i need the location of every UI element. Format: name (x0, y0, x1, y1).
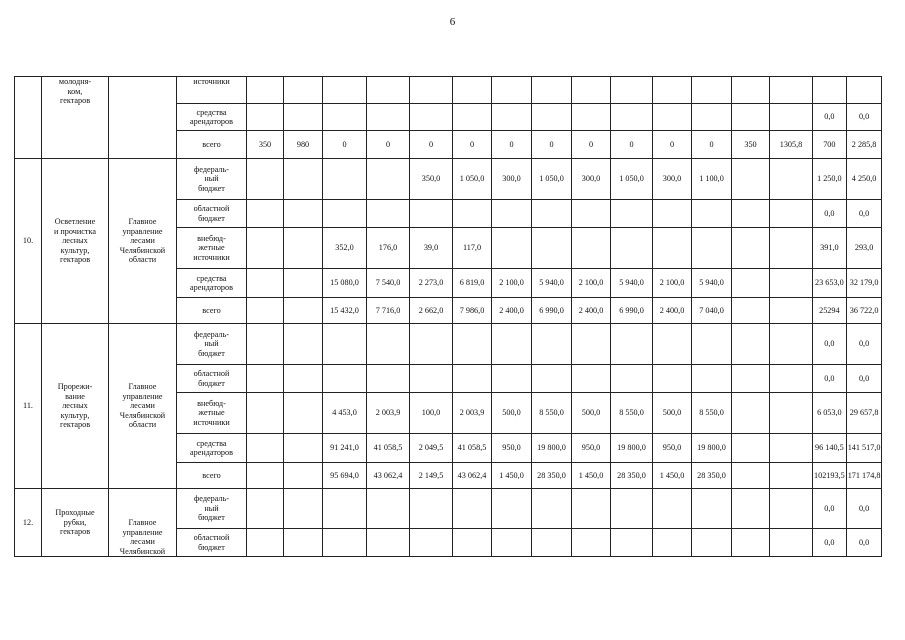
row-number (15, 77, 42, 159)
value-cell: 6 819,0 (453, 269, 492, 298)
value-cell: 350,0 (410, 159, 453, 200)
value-cell: 300,0 (653, 159, 692, 200)
value-cell: 0,0 (813, 200, 847, 228)
value-cell (453, 365, 492, 393)
value-cell: 0,0 (846, 200, 882, 228)
value-cell: 96 140,5 (813, 434, 847, 463)
value-cell (770, 269, 813, 298)
value-cell: 0 (410, 131, 453, 159)
value-cell (732, 200, 770, 228)
value-cell (770, 489, 813, 529)
value-cell (492, 489, 532, 529)
value-cell (611, 200, 653, 228)
value-cell (732, 393, 770, 434)
value-cell: 28 350,0 (532, 463, 572, 489)
value-cell (572, 365, 611, 393)
value-cell (653, 200, 692, 228)
value-cell: 350 (732, 131, 770, 159)
value-cell (532, 489, 572, 529)
value-cell: 2 100,0 (653, 269, 692, 298)
value-cell (572, 104, 611, 131)
value-cell: 43 062,4 (453, 463, 492, 489)
value-cell: 950,0 (492, 434, 532, 463)
value-cell (323, 324, 367, 365)
funding-source: областной бюджет (177, 200, 247, 228)
value-cell (770, 104, 813, 131)
value-cell: 2 285,8 (846, 131, 882, 159)
value-cell: 39,0 (410, 228, 453, 269)
value-cell: 43 062,4 (367, 463, 410, 489)
funding-source: средства арендаторов (177, 434, 247, 463)
value-cell: 1 050,0 (453, 159, 492, 200)
value-cell (732, 77, 770, 104)
value-cell (770, 463, 813, 489)
value-cell: 2 273,0 (410, 269, 453, 298)
responsible-org: Главное управление лесами Челябинской (109, 489, 177, 557)
value-cell (732, 529, 770, 557)
funding-source: внебюд- жетные источники (177, 228, 247, 269)
value-cell: 19 800,0 (611, 434, 653, 463)
value-cell (410, 200, 453, 228)
value-cell (247, 298, 284, 324)
value-cell: 0 (367, 131, 410, 159)
value-cell: 0 (453, 131, 492, 159)
value-cell (410, 104, 453, 131)
value-cell (770, 200, 813, 228)
value-cell (367, 324, 410, 365)
value-cell: 0 (572, 131, 611, 159)
value-cell (492, 200, 532, 228)
value-cell: 0 (653, 131, 692, 159)
table-row (15, 489, 882, 529)
value-cell: 2 049,5 (410, 434, 453, 463)
value-cell: 1 450,0 (492, 463, 532, 489)
value-cell (323, 104, 367, 131)
value-cell: 500,0 (653, 393, 692, 434)
value-cell (692, 200, 732, 228)
value-cell (367, 365, 410, 393)
value-cell: 2 149,5 (410, 463, 453, 489)
value-cell (611, 77, 653, 104)
value-cell: 0 (323, 131, 367, 159)
value-cell: 176,0 (367, 228, 410, 269)
value-cell: 91 241,0 (323, 434, 367, 463)
value-cell: 300,0 (492, 159, 532, 200)
value-cell: 19 800,0 (692, 434, 732, 463)
value-cell (732, 269, 770, 298)
value-cell (732, 365, 770, 393)
value-cell: 15 080,0 (323, 269, 367, 298)
value-cell (492, 228, 532, 269)
value-cell (692, 228, 732, 269)
value-cell (247, 529, 284, 557)
value-cell: 1 050,0 (532, 159, 572, 200)
value-cell (611, 324, 653, 365)
value-cell: 28 350,0 (692, 463, 732, 489)
value-cell (367, 200, 410, 228)
value-cell (770, 434, 813, 463)
value-cell: 500,0 (572, 393, 611, 434)
value-cell (572, 200, 611, 228)
value-cell: 1 100,0 (692, 159, 732, 200)
value-cell: 8 550,0 (611, 393, 653, 434)
value-cell (284, 200, 323, 228)
funding-source: средства арендаторов (177, 269, 247, 298)
value-cell (732, 463, 770, 489)
value-cell (770, 228, 813, 269)
value-cell (284, 159, 323, 200)
value-cell: 0,0 (813, 489, 847, 529)
value-cell (323, 489, 367, 529)
value-cell (453, 77, 492, 104)
value-cell: 95 694,0 (323, 463, 367, 489)
row-number: 11. (15, 324, 42, 489)
value-cell (611, 228, 653, 269)
program-table (14, 76, 882, 557)
value-cell: 100,0 (410, 393, 453, 434)
value-cell (653, 228, 692, 269)
value-cell: 5 940,0 (692, 269, 732, 298)
value-cell (532, 200, 572, 228)
value-cell (367, 77, 410, 104)
funding-source: всего (177, 298, 247, 324)
value-cell: 0,0 (813, 324, 847, 365)
value-cell: 7 716,0 (367, 298, 410, 324)
value-cell (692, 77, 732, 104)
value-cell: 0,0 (846, 104, 882, 131)
value-cell (284, 463, 323, 489)
value-cell (532, 365, 572, 393)
value-cell (247, 269, 284, 298)
value-cell: 0,0 (813, 104, 847, 131)
value-cell (572, 228, 611, 269)
value-cell: 352,0 (323, 228, 367, 269)
value-cell (532, 104, 572, 131)
value-cell (284, 324, 323, 365)
value-cell: 141 517,0 (846, 434, 882, 463)
value-cell (813, 77, 847, 104)
value-cell: 41 058,5 (367, 434, 410, 463)
value-cell: 0,0 (813, 365, 847, 393)
value-cell: 950,0 (653, 434, 692, 463)
value-cell: 700 (813, 131, 847, 159)
value-cell (247, 434, 284, 463)
value-cell: 0 (611, 131, 653, 159)
value-cell (247, 365, 284, 393)
value-cell: 6 053,0 (813, 393, 847, 434)
page-number: 6 (449, 16, 456, 28)
value-cell: 41 058,5 (453, 434, 492, 463)
value-cell: 6 990,0 (532, 298, 572, 324)
value-cell (453, 489, 492, 529)
value-cell (732, 489, 770, 529)
value-cell (453, 529, 492, 557)
value-cell (323, 200, 367, 228)
funding-source: областной бюджет (177, 365, 247, 393)
value-cell: 300,0 (572, 159, 611, 200)
value-cell (532, 77, 572, 104)
value-cell: 5 940,0 (532, 269, 572, 298)
value-cell: 7 986,0 (453, 298, 492, 324)
funding-source: федераль- ный бюджет (177, 159, 247, 200)
value-cell: 36 722,0 (846, 298, 882, 324)
value-cell: 350 (247, 131, 284, 159)
value-cell: 2 400,0 (653, 298, 692, 324)
value-cell (367, 529, 410, 557)
value-cell (284, 365, 323, 393)
responsible-org: Главное управление лесами Челябинской области (109, 159, 177, 324)
funding-source: всего (177, 131, 247, 159)
value-cell (247, 489, 284, 529)
value-cell: 2 400,0 (492, 298, 532, 324)
value-cell (247, 463, 284, 489)
value-cell: 25294 (813, 298, 847, 324)
value-cell (410, 324, 453, 365)
measure-name: Осветление и прочистка лесных культур, гектаров (42, 159, 109, 324)
value-cell: 7 540,0 (367, 269, 410, 298)
funding-source: источники (177, 77, 247, 104)
value-cell: 29 657,8 (846, 393, 882, 434)
value-cell (247, 159, 284, 200)
value-cell: 32 179,0 (846, 269, 882, 298)
value-cell (532, 529, 572, 557)
value-cell: 1305,8 (770, 131, 813, 159)
value-cell (410, 365, 453, 393)
responsible-org (109, 77, 177, 159)
value-cell (846, 77, 882, 104)
value-cell: 4 453,0 (323, 393, 367, 434)
funding-source: федераль- ный бюджет (177, 489, 247, 529)
value-cell (770, 298, 813, 324)
row-number: 10. (15, 159, 42, 324)
value-cell: 1 450,0 (653, 463, 692, 489)
value-cell: 28 350,0 (611, 463, 653, 489)
value-cell (611, 489, 653, 529)
value-cell (732, 434, 770, 463)
value-cell: 0,0 (846, 529, 882, 557)
value-cell: 5 940,0 (611, 269, 653, 298)
value-cell (732, 228, 770, 269)
value-cell (284, 489, 323, 529)
value-cell: 8 550,0 (692, 393, 732, 434)
value-cell (323, 159, 367, 200)
value-cell: 0,0 (846, 365, 882, 393)
value-cell: 1 450,0 (572, 463, 611, 489)
value-cell: 2 662,0 (410, 298, 453, 324)
value-cell: 8 550,0 (532, 393, 572, 434)
value-cell: 1 050,0 (611, 159, 653, 200)
value-cell (453, 104, 492, 131)
value-cell: 980 (284, 131, 323, 159)
value-cell: 171 174,8 (846, 463, 882, 489)
value-cell (410, 77, 453, 104)
value-cell (572, 77, 611, 104)
value-cell (770, 365, 813, 393)
value-cell (247, 324, 284, 365)
value-cell (453, 324, 492, 365)
value-cell (611, 104, 653, 131)
value-cell: 0,0 (846, 324, 882, 365)
value-cell (653, 529, 692, 557)
value-cell: 6 990,0 (611, 298, 653, 324)
value-cell (367, 104, 410, 131)
value-cell: 950,0 (572, 434, 611, 463)
value-cell: 0 (532, 131, 572, 159)
value-cell: 0 (692, 131, 732, 159)
value-cell: 2 100,0 (572, 269, 611, 298)
value-cell (284, 228, 323, 269)
value-cell (572, 529, 611, 557)
value-cell: 391,0 (813, 228, 847, 269)
value-cell (532, 228, 572, 269)
value-cell (653, 365, 692, 393)
value-cell: 2 400,0 (572, 298, 611, 324)
value-cell (770, 324, 813, 365)
value-cell: 0,0 (813, 529, 847, 557)
value-cell (611, 529, 653, 557)
value-cell (692, 104, 732, 131)
value-cell (247, 200, 284, 228)
value-cell (492, 104, 532, 131)
value-cell (492, 365, 532, 393)
funding-source: внебюд- жетные источники (177, 393, 247, 434)
funding-source: областной бюджет (177, 529, 247, 557)
value-cell (247, 104, 284, 131)
value-cell: 2 100,0 (492, 269, 532, 298)
value-cell (611, 365, 653, 393)
value-cell (284, 104, 323, 131)
value-cell (247, 393, 284, 434)
value-cell: 102193,5 (813, 463, 847, 489)
measure-name: молодня- ком, гектаров (42, 77, 109, 159)
value-cell (770, 159, 813, 200)
value-cell (453, 200, 492, 228)
value-cell (532, 324, 572, 365)
value-cell (492, 529, 532, 557)
value-cell (410, 489, 453, 529)
value-cell (323, 77, 367, 104)
value-cell (770, 529, 813, 557)
value-cell: 15 432,0 (323, 298, 367, 324)
value-cell (732, 324, 770, 365)
table-row (15, 159, 882, 200)
value-cell (247, 228, 284, 269)
value-cell: 1 250,0 (813, 159, 847, 200)
value-cell (284, 77, 323, 104)
value-cell (770, 77, 813, 104)
table-row (15, 324, 882, 365)
responsible-org: Главное управление лесами Челябинской области (109, 324, 177, 489)
value-cell (732, 104, 770, 131)
value-cell (323, 365, 367, 393)
value-cell (732, 298, 770, 324)
value-cell (572, 489, 611, 529)
value-cell (770, 393, 813, 434)
value-cell (572, 324, 611, 365)
value-cell (653, 104, 692, 131)
value-cell (323, 529, 367, 557)
value-cell: 0,0 (846, 489, 882, 529)
value-cell (653, 77, 692, 104)
measure-name: Прорежи- вание лесных культур, гектаров (42, 324, 109, 489)
value-cell (247, 77, 284, 104)
funding-source: всего (177, 463, 247, 489)
value-cell (692, 324, 732, 365)
value-cell (653, 489, 692, 529)
value-cell (284, 269, 323, 298)
value-cell (284, 298, 323, 324)
value-cell: 4 250,0 (846, 159, 882, 200)
row-number: 12. (15, 489, 42, 557)
value-cell (284, 393, 323, 434)
value-cell (284, 529, 323, 557)
value-cell (732, 159, 770, 200)
value-cell (492, 77, 532, 104)
value-cell (367, 159, 410, 200)
value-cell (692, 365, 732, 393)
value-cell (692, 489, 732, 529)
value-cell: 23 653,0 (813, 269, 847, 298)
value-cell (492, 324, 532, 365)
value-cell: 500,0 (492, 393, 532, 434)
value-cell: 2 003,9 (453, 393, 492, 434)
value-cell (367, 489, 410, 529)
value-cell (653, 324, 692, 365)
value-cell (410, 529, 453, 557)
funding-source: федераль- ный бюджет (177, 324, 247, 365)
value-cell: 19 800,0 (532, 434, 572, 463)
value-cell: 7 040,0 (692, 298, 732, 324)
funding-source: средства арендаторов (177, 104, 247, 131)
value-cell: 117,0 (453, 228, 492, 269)
table-row (15, 77, 882, 104)
value-cell: 293,0 (846, 228, 882, 269)
value-cell (284, 434, 323, 463)
value-cell (692, 529, 732, 557)
value-cell: 2 003,9 (367, 393, 410, 434)
value-cell: 0 (492, 131, 532, 159)
measure-name: Проходные рубки, гектаров (42, 489, 109, 557)
